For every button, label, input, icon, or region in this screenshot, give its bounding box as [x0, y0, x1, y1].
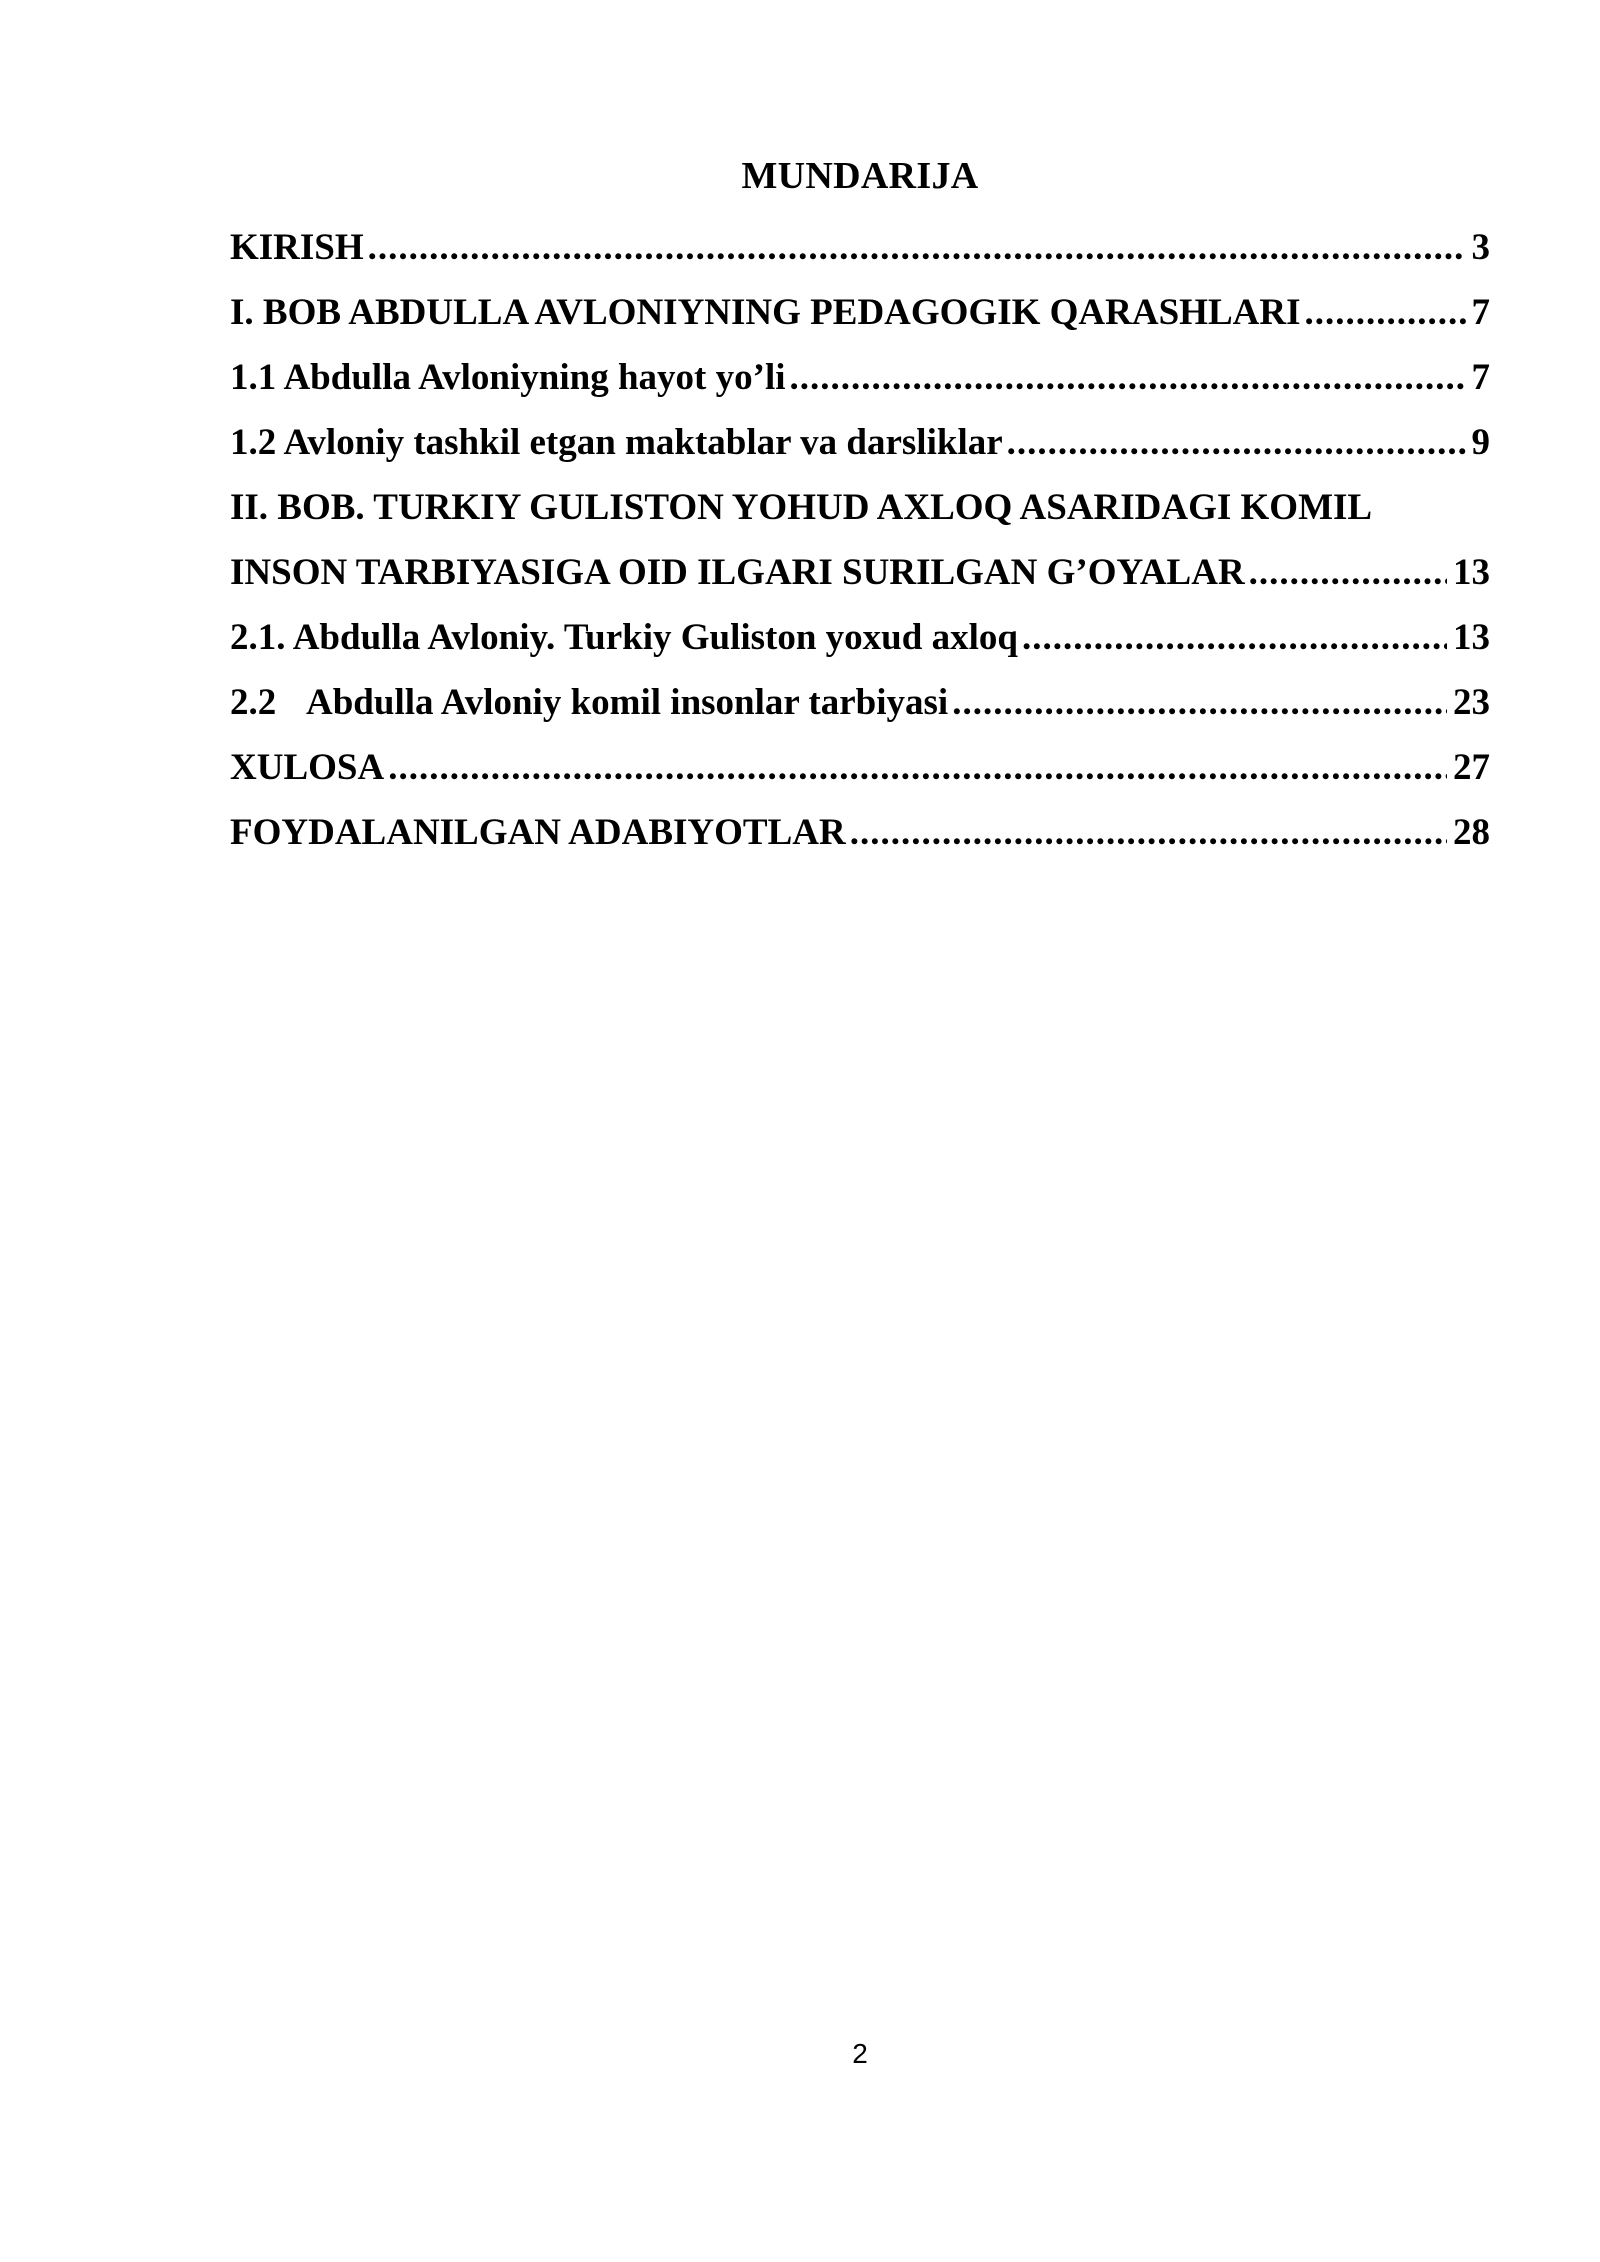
toc-entry-chapter-1[interactable]: [230, 280, 1490, 345]
toc-entry-number: 2.2: [230, 682, 277, 723]
toc-entry-text: KIRISH: [230, 227, 364, 268]
toc-entry-text: I. BOB ABDULLA AVLONIYNING PEDAGOGIK QARASHLARI: [230, 292, 1301, 333]
toc-entry-text-wrapper: [230, 670, 948, 735]
toc-entry-section-2-2[interactable]: [230, 670, 1490, 735]
toc-entry-text: 1.2 Avloniy tashkil etgan maktablar va darsliklar: [230, 422, 1003, 463]
toc-dot-leader: [1007, 410, 1466, 475]
table-of-contents: [230, 215, 1490, 865]
toc-dot-leader: [1022, 605, 1447, 670]
toc-entry-page: 23: [1453, 682, 1490, 723]
toc-entry-section-2-1[interactable]: [230, 605, 1490, 670]
toc-entry-chapter-2-line-1[interactable]: [230, 475, 1490, 540]
toc-entry-chapter-2-line-2[interactable]: [230, 540, 1490, 605]
toc-entry-section-1-1[interactable]: [230, 345, 1490, 410]
toc-dot-leader: [368, 215, 1466, 280]
toc-dot-leader: [1304, 280, 1465, 345]
toc-dot-leader: [388, 735, 1447, 800]
page-number: 2: [852, 2038, 868, 2069]
toc-dot-leader: [952, 670, 1447, 735]
toc-entry-page: 27: [1453, 747, 1490, 788]
toc-entry-page: 7: [1471, 292, 1490, 333]
toc-entry-text: Abdulla Avloniy komil insonlar tarbiyasi: [306, 682, 949, 723]
toc-entry-text: XULOSA: [230, 747, 385, 788]
toc-dot-leader: [850, 800, 1447, 865]
toc-dot-leader: [790, 345, 1466, 410]
toc-entry-text: 2.1. Abdulla Avloniy. Turkiy Guliston yoxud axloq: [230, 617, 1018, 658]
toc-entry-text: FOYDALANILGAN ADABIYOTLAR: [230, 812, 846, 853]
toc-entry-section-1-2[interactable]: [230, 410, 1490, 475]
toc-entry-page: 13: [1453, 617, 1490, 658]
toc-dot-leader: [1249, 540, 1447, 605]
toc-entry-xulosa[interactable]: [230, 735, 1490, 800]
toc-entry-page: 3: [1471, 227, 1490, 268]
toc-entry-text: INSON TARBIYASIGA OID ILGARI SURILGAN G’OYALAR: [230, 552, 1245, 593]
toc-entry-page: 7: [1471, 357, 1490, 398]
toc-title: MUNDARIJA: [741, 155, 979, 197]
toc-entry-page: 13: [1453, 552, 1490, 593]
toc-entry-text: II. BOB. TURKIY GULISTON YOHUD AXLOQ ASARIDAGI KOMIL: [230, 487, 1373, 528]
toc-entry-text: 1.1 Abdulla Avloniyning hayot yo’li: [230, 357, 786, 398]
toc-entry-page: 9: [1471, 422, 1490, 463]
toc-entry-page: 28: [1453, 812, 1490, 853]
toc-entry-references[interactable]: [230, 800, 1490, 865]
toc-entry-kirish[interactable]: [230, 215, 1490, 280]
